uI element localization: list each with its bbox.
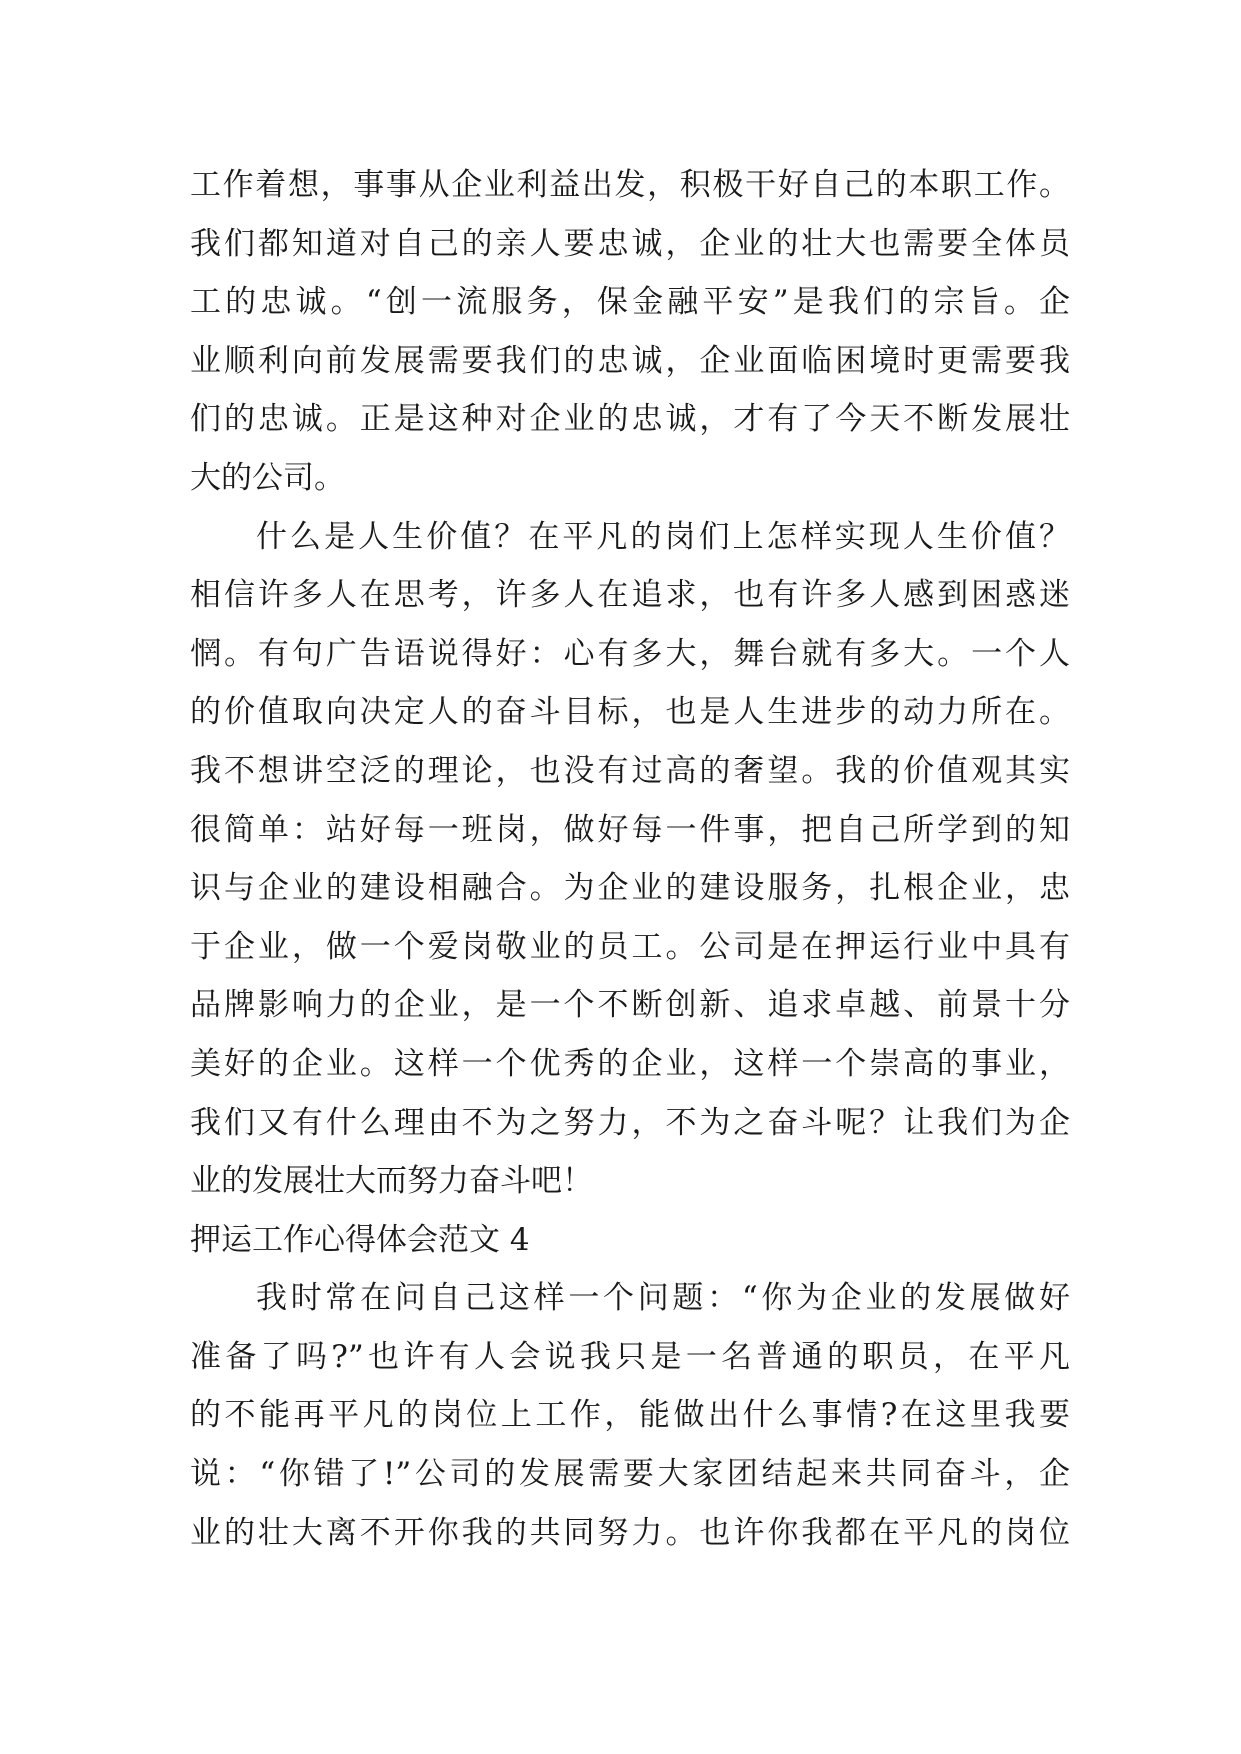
text-line: 我时常在问自己这样一个问题：“你为企业的发展做好 (256, 1280, 1070, 1317)
text-line: 准备了吗?”也许有人会说我只是一名普通的职员，在平凡 (190, 1338, 1070, 1375)
text-line: 相信许多人在思考，许多人在追求，也有许多人感到困惑迷 (190, 577, 1070, 614)
text-line: 工作着想，事事从企业利益出发，积极干好自己的本职工作。 (190, 167, 1070, 203)
paragraph (190, 508, 1070, 1211)
text-line: 工的忠诚。“创一流服务，保金融平安”是我们的宗旨。企 (190, 284, 1070, 321)
text-line: 我不想讲空泛的理论，也没有过高的奢望。我的价值观其实 (190, 752, 1070, 789)
text-line: 我们又有什么理由不为之努力，不为之奋斗呢？让我们为企 (190, 1104, 1070, 1141)
text-line: 业顺利向前发展需要我们的忠诚，企业面临困境时更需要我 (190, 342, 1070, 379)
text-line: 业的发展壮大而努力奋斗吧！ (190, 1163, 593, 1200)
text-line: 识与企业的建设相融合。为企业的建设服务，扎根企业，忠 (190, 870, 1070, 907)
text-line: 品牌影响力的企业，是一个不断创新、追求卓越、前景十分 (190, 987, 1070, 1024)
text-line: 惘。有句广告语说得好：心有多大，舞台就有多大。一个人 (190, 635, 1070, 672)
text-line: 大的公司。 (190, 459, 345, 496)
text-line: 们的忠诚。正是这种对企业的忠诚，才有了今天不断发展壮 (190, 401, 1070, 438)
text-line: 很简单：站好每一班岗，做好每一件事，把自己所学到的知 (190, 811, 1070, 848)
text-line: 说：“你错了!”公司的发展需要大家团结起来共同奋斗，企 (190, 1456, 1070, 1493)
text-line: 于企业，做一个爱岗敬业的员工。公司是在押运行业中具有 (190, 928, 1070, 965)
section-heading: 押运工作心得体会范文 4 (190, 1221, 530, 1258)
text-line: 什么是人生价值？在平凡的岗们上怎样实现人生价值？ (256, 518, 1070, 555)
paragraph (190, 156, 1070, 508)
document-body (190, 156, 1070, 1562)
text-line: 的不能再平凡的岗位上工作，能做出什么事情?在这里我要 (190, 1397, 1070, 1434)
text-line: 我们都知道对自己的亲人要忠诚，企业的壮大也需要全体员 (190, 225, 1070, 262)
text-line: 业的壮大离不开你我的共同努力。也许你我都在平凡的岗位 (190, 1514, 1070, 1551)
paragraph (190, 1269, 1070, 1562)
text-line: 美好的企业。这样一个优秀的企业，这样一个崇高的事业， (190, 1045, 1070, 1082)
text-line: 的价值取向决定人的奋斗目标，也是人生进步的动力所在。 (190, 694, 1070, 731)
